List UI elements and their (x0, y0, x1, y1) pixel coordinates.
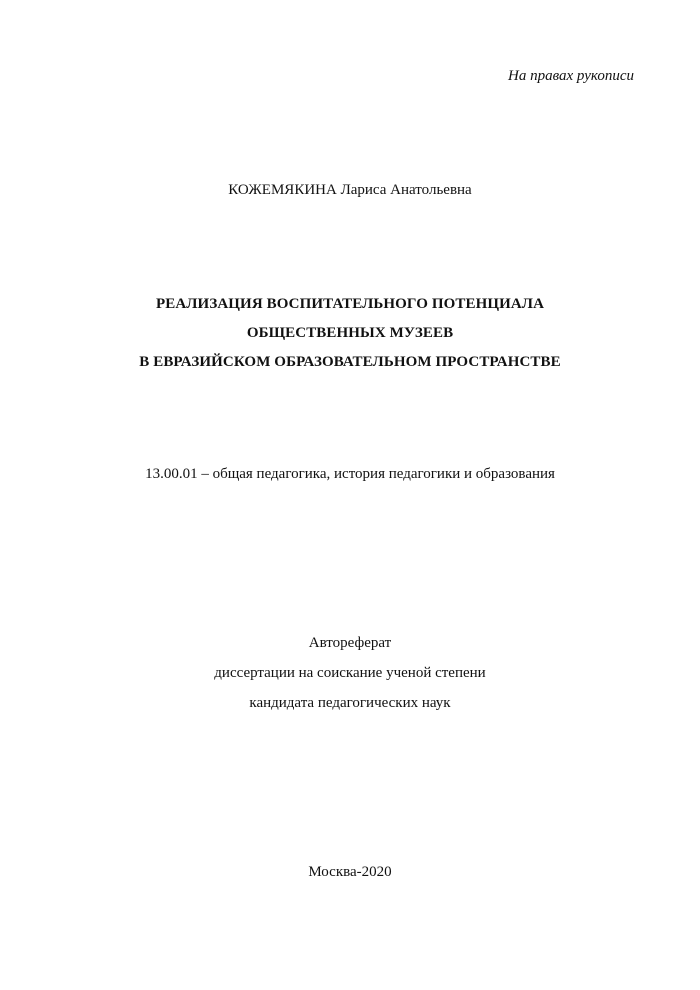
rights-note: На правах рукописи (508, 68, 634, 84)
abstract-field-line: кандидата педагогических наук (249, 695, 451, 711)
title-line-2: ОБЩЕСТВЕННЫХ МУЗЕЕВ (246, 325, 454, 341)
specialty-code: 13.00.01 – общая педагогика, история педагогики и образования (145, 466, 555, 482)
author-name: КОЖЕМЯКИНА Лариса Анатольевна (228, 182, 472, 198)
abstract-label: Автореферат (308, 635, 392, 651)
city-year: Москва-2020 (308, 864, 392, 880)
abstract-degree-line: диссертации на соискание ученой степени (214, 665, 486, 681)
title-line-1: РЕАЛИЗАЦИЯ ВОСПИТАТЕЛЬНОГО ПОТЕНЦИАЛА (155, 296, 545, 312)
title-line-3: В ЕВРАЗИЙСКОМ ОБРАЗОВАТЕЛЬНОМ ПРОСТРАНСТВЕ (139, 354, 561, 370)
